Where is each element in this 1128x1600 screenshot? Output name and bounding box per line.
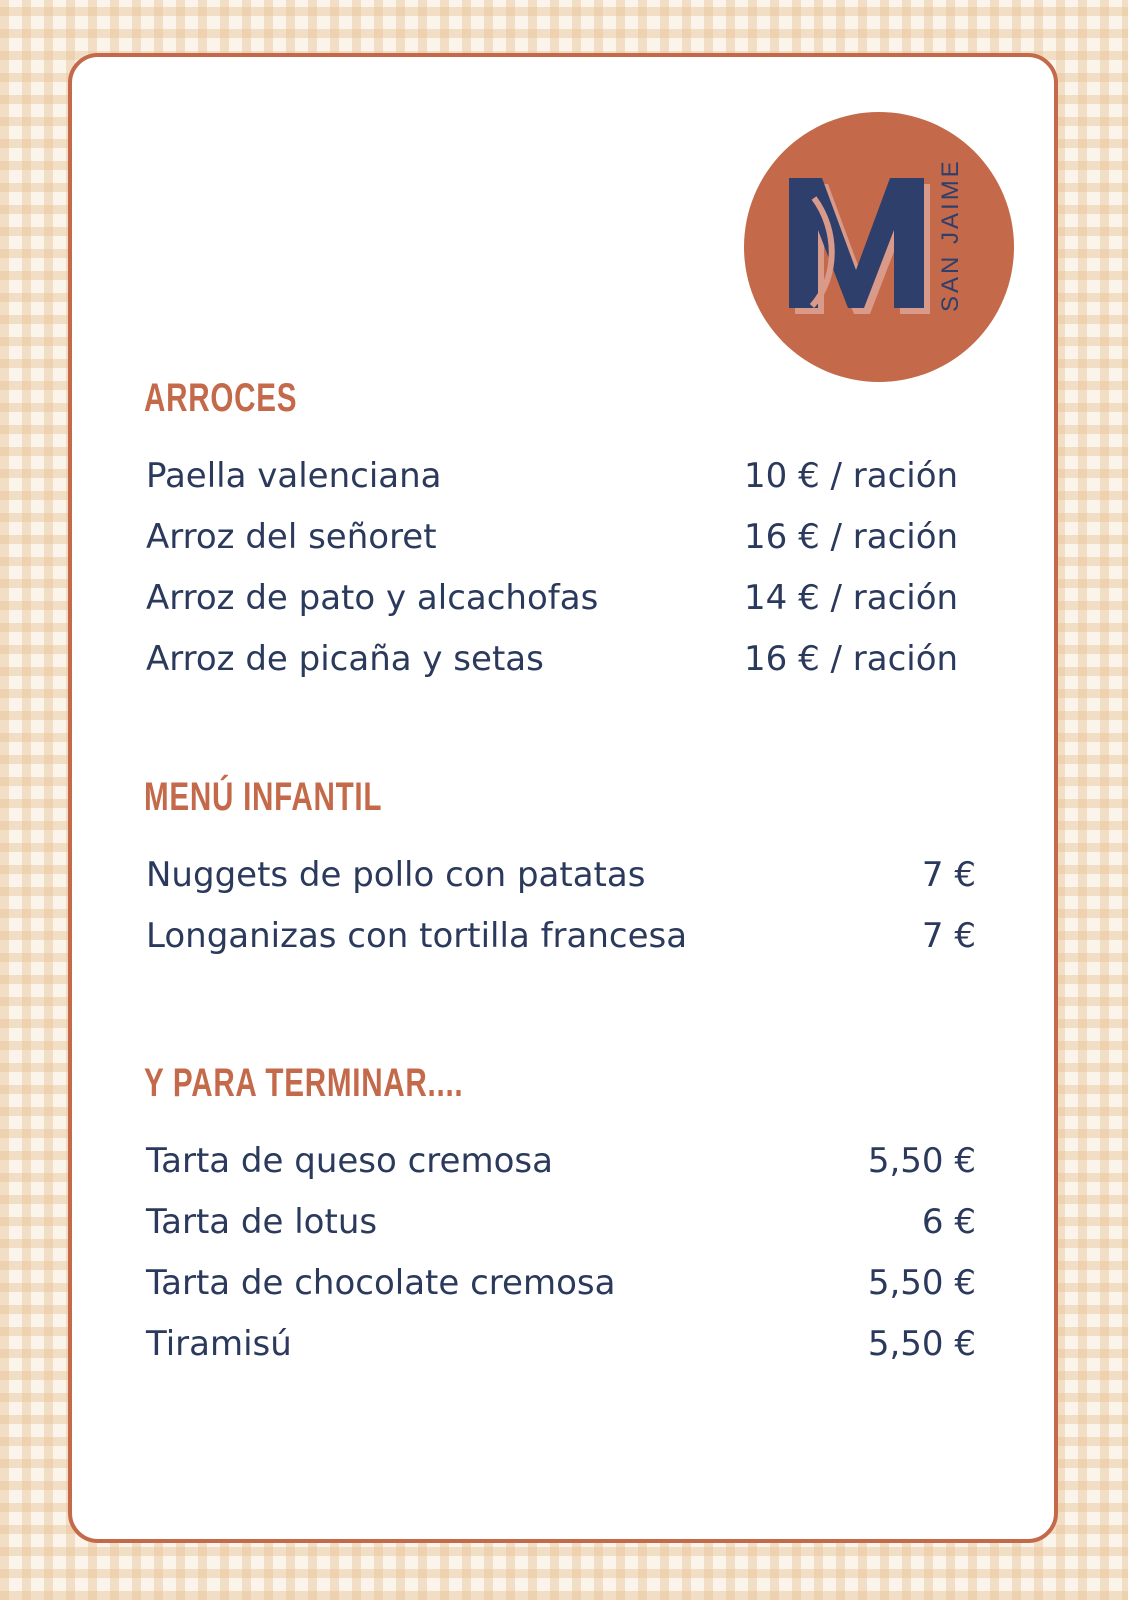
item-price: 5,50 € [867, 1263, 976, 1303]
section-title-menu-infantil: MENÚ INFANTIL [144, 775, 383, 819]
section-title-arroces: ARROCES [144, 376, 298, 420]
section-title-postres: Y PARA TERMINAR.... [144, 1061, 464, 1105]
list-item [146, 906, 976, 967]
item-price: 16 € / ración [744, 639, 959, 679]
list-item [146, 629, 976, 690]
item-name: Arroz de pato y alcachofas [146, 578, 599, 618]
list-item [146, 1131, 976, 1192]
item-name: Tiramisú [146, 1324, 292, 1364]
list-item [146, 845, 976, 906]
item-name: Tarta de queso cremosa [146, 1141, 553, 1181]
list-item [146, 1253, 976, 1314]
list-item [146, 1314, 976, 1375]
item-name: Nuggets de pollo con patatas [146, 855, 646, 895]
list-item [146, 568, 976, 629]
item-price: 5,50 € [867, 1141, 976, 1181]
restaurant-logo [744, 112, 1014, 382]
item-price: 14 € / ración [744, 578, 959, 618]
item-name: Paella valenciana [146, 456, 442, 496]
item-price: 7 € [921, 855, 976, 895]
item-price: 16 € / ración [744, 517, 959, 557]
item-price: 5,50 € [867, 1324, 976, 1364]
item-name: Tarta de lotus [146, 1202, 378, 1242]
menu-infantil-list [146, 845, 976, 967]
item-price: 7 € [921, 916, 976, 956]
logo-subtitle: SAN JAIME [937, 158, 964, 312]
item-price: 10 € / ración [744, 456, 959, 496]
item-name: Tarta de chocolate cremosa [146, 1263, 616, 1303]
list-item [146, 507, 976, 568]
postres-list [146, 1131, 976, 1375]
item-name: Arroz del señoret [146, 517, 437, 557]
list-item [146, 1192, 976, 1253]
arroces-list [146, 446, 976, 690]
list-item [146, 446, 976, 507]
item-price: 6 € [921, 1202, 976, 1242]
item-name: Longanizas con tortilla francesa [146, 916, 688, 956]
item-name: Arroz de picaña y setas [146, 639, 544, 679]
